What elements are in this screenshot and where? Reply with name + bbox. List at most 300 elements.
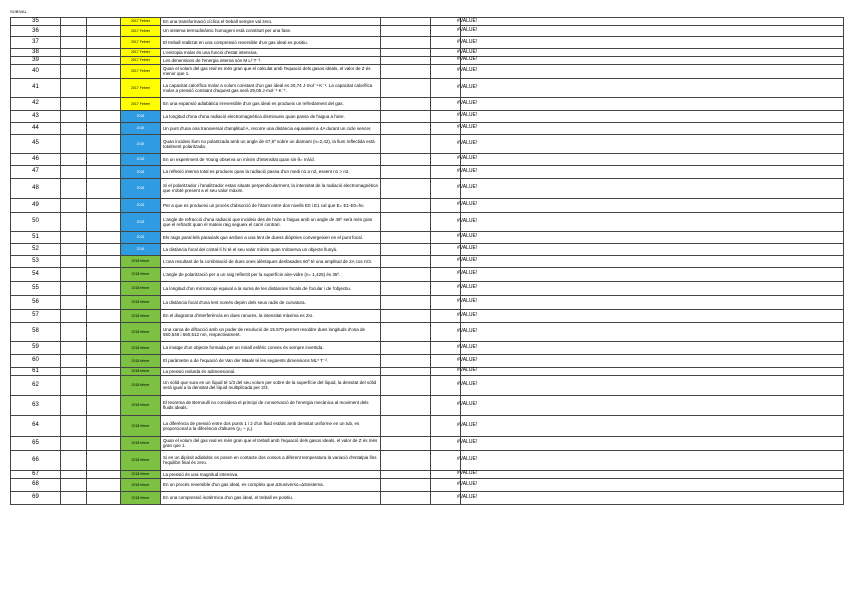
empty-cell[interactable] — [381, 110, 431, 122]
table-row — [11, 295, 844, 309]
empty-cell[interactable] — [461, 341, 844, 354]
exam-tag-cell[interactable]: 2018 — [121, 178, 161, 198]
row-number-cell[interactable]: 39 — [11, 56, 61, 64]
exam-tag-cell[interactable]: 2017 Febrer — [121, 64, 161, 78]
exam-tag-cell[interactable]: 2018 — [121, 198, 161, 212]
empty-cell[interactable] — [61, 375, 87, 395]
empty-cell[interactable] — [87, 395, 121, 415]
result-cell[interactable]: #VALUE! — [431, 415, 461, 436]
question-text-cell[interactable]: Les dimensions de l'energia interna són M L² T⁻². — [161, 56, 381, 64]
empty-cell[interactable] — [61, 478, 87, 491]
empty-cell[interactable] — [61, 255, 87, 267]
result-cell[interactable]: #VALUE! — [431, 153, 461, 165]
row-number-cell[interactable]: 63 — [11, 395, 61, 415]
row-number-cell[interactable]: 38 — [11, 49, 61, 57]
empty-cell[interactable] — [461, 26, 844, 37]
table-row — [11, 491, 844, 504]
empty-cell[interactable] — [61, 309, 87, 322]
exam-tag-cell[interactable]: 2018 febrer — [121, 255, 161, 267]
empty-cell[interactable] — [461, 367, 844, 375]
empty-cell[interactable] — [461, 255, 844, 267]
result-cell[interactable]: #VALUE! — [431, 450, 461, 470]
row-number-cell[interactable]: 50 — [11, 212, 61, 231]
empty-cell[interactable] — [461, 49, 844, 57]
result-cell[interactable]: #VALUE! — [431, 122, 461, 134]
empty-cell[interactable] — [87, 267, 121, 281]
empty-cell[interactable] — [381, 153, 431, 165]
empty-cell[interactable] — [461, 281, 844, 295]
empty-cell[interactable] — [381, 97, 431, 110]
empty-cell[interactable] — [61, 122, 87, 134]
empty-cell[interactable] — [87, 64, 121, 78]
empty-cell[interactable] — [87, 436, 121, 450]
empty-cell[interactable] — [61, 26, 87, 37]
empty-cell[interactable] — [61, 110, 87, 122]
question-text-cell[interactable]: Quan el volum del gas real es més gran que el treball amb l'equació dels gasos ideals, el valor de Z és més gran que 1. — [161, 436, 381, 450]
question-text-cell[interactable]: L'angle de refracció d'una radiació que incideix des de l'aire a l'aigua amb un angle de 45º serà més gran que el refractit quan el mateix raig segueix el camí contrari. — [161, 212, 381, 231]
row-number-cell[interactable]: 59 — [11, 341, 61, 354]
question-text-cell[interactable]: La longitud d'un microscopi equival a la suma de les distàncies focals de l'ocular i de l'objectiu. — [161, 281, 381, 295]
empty-cell[interactable] — [61, 97, 87, 110]
result-cell[interactable]: #VALUE! — [431, 64, 461, 78]
empty-cell[interactable] — [61, 134, 87, 153]
empty-cell[interactable] — [461, 436, 844, 450]
empty-cell[interactable] — [61, 231, 87, 243]
row-number-cell[interactable]: 40 — [11, 64, 61, 78]
empty-cell[interactable] — [461, 450, 844, 470]
row-number-cell[interactable]: 53 — [11, 255, 61, 267]
empty-cell[interactable] — [381, 491, 431, 504]
table-row — [11, 134, 844, 153]
empty-cell[interactable] — [61, 49, 87, 57]
question-text-cell[interactable]: En una expansió adiabàtica irreversible d'un gas ideal es produeix un refredament del gas. — [161, 97, 381, 110]
exam-tag-cell[interactable]: 2018 febrer — [121, 470, 161, 478]
empty-cell[interactable] — [461, 309, 844, 322]
exam-tag-cell[interactable]: 2018 — [121, 153, 161, 165]
empty-cell[interactable] — [61, 450, 87, 470]
exam-tag-cell[interactable]: 2017 Febrer — [121, 37, 161, 49]
table-row — [11, 212, 844, 231]
empty-cell[interactable] — [461, 267, 844, 281]
row-number-cell[interactable]: 46 — [11, 153, 61, 165]
result-cell[interactable]: #VALUE! — [431, 436, 461, 450]
result-cell[interactable]: #VALUE! — [431, 97, 461, 110]
empty-cell[interactable] — [61, 243, 87, 255]
row-number-cell[interactable]: 54 — [11, 267, 61, 281]
empty-cell[interactable] — [87, 415, 121, 436]
empty-cell[interactable] — [61, 153, 87, 165]
empty-cell[interactable] — [381, 243, 431, 255]
row-number-cell[interactable]: 61 — [11, 367, 61, 375]
empty-cell[interactable] — [87, 49, 121, 57]
question-text-cell[interactable]: Si en un dipòsit adiabàtic es posen en contacte dos cossos a diferent temperatura la variació d'entalpia fins l'equilibri final és zero. — [161, 450, 381, 470]
empty-cell[interactable] — [61, 165, 87, 178]
result-cell[interactable]: #VALUE! — [431, 267, 461, 281]
exam-tag-cell[interactable]: 2018 — [121, 165, 161, 178]
empty-cell[interactable] — [461, 178, 844, 198]
row-number-cell[interactable]: 68 — [11, 478, 61, 491]
table-row — [11, 243, 844, 255]
table-row — [11, 354, 844, 367]
empty-cell[interactable] — [461, 153, 844, 165]
empty-cell[interactable] — [87, 341, 121, 354]
question-text-cell[interactable]: El treball realitzat en una compressió reversible d'un gas ideal es positiu. — [161, 37, 381, 49]
empty-cell[interactable] — [61, 18, 87, 26]
empty-cell[interactable] — [61, 198, 87, 212]
empty-cell[interactable] — [87, 165, 121, 178]
row-number-cell[interactable]: 56 — [11, 295, 61, 309]
table-row — [11, 18, 844, 26]
row-number-cell[interactable]: 43 — [11, 110, 61, 122]
empty-cell[interactable] — [381, 49, 431, 57]
empty-cell[interactable] — [61, 322, 87, 341]
empty-cell[interactable] — [461, 212, 844, 231]
table-row — [11, 395, 844, 415]
empty-cell[interactable] — [61, 354, 87, 367]
row-number-cell[interactable]: 42 — [11, 97, 61, 110]
question-text-cell[interactable]: En el diagrama d'interferència en dues ranures, la intensitat màxima es 2Io. — [161, 309, 381, 322]
empty-cell[interactable] — [381, 436, 431, 450]
empty-cell[interactable] — [461, 375, 844, 395]
questions-table — [10, 17, 844, 505]
empty-cell[interactable] — [61, 64, 87, 78]
empty-cell[interactable] — [461, 470, 844, 478]
empty-cell[interactable] — [461, 165, 844, 178]
empty-cell[interactable] — [87, 178, 121, 198]
empty-cell[interactable] — [381, 450, 431, 470]
row-number-cell[interactable]: 51 — [11, 231, 61, 243]
table-row — [11, 470, 844, 478]
empty-cell[interactable] — [461, 122, 844, 134]
exam-tag-cell[interactable]: 2018 — [121, 231, 161, 243]
table-row — [11, 341, 844, 354]
empty-cell[interactable] — [87, 255, 121, 267]
empty-cell[interactable] — [87, 134, 121, 153]
result-cell[interactable]: #VALUE! — [431, 255, 461, 267]
exam-tag-cell[interactable]: 2018 febrer — [121, 478, 161, 491]
table-row — [11, 281, 844, 295]
row-number-cell[interactable]: 47 — [11, 165, 61, 178]
row-number-cell[interactable]: 64 — [11, 415, 61, 436]
empty-cell[interactable] — [381, 134, 431, 153]
empty-cell[interactable] — [381, 375, 431, 395]
exam-tag-cell[interactable]: 2018 — [121, 110, 161, 122]
question-text-cell[interactable]: La pressió reduïda és adimensional. — [161, 367, 381, 375]
row-number-cell[interactable]: 66 — [11, 450, 61, 470]
question-text-cell[interactable]: La imatge d'un objecte formada per un mirall esfèric convex és sempre invertida. — [161, 341, 381, 354]
question-text-cell[interactable]: En un procés reversible d'un gas ideal, es compleix que ΔSuniverso=ΔSsistema. — [161, 478, 381, 491]
table-row — [11, 37, 844, 49]
result-cell[interactable]: #VALUE! — [431, 56, 461, 64]
exam-tag-cell[interactable]: 2018 febrer — [121, 367, 161, 375]
question-text-cell[interactable]: Un sistema termodinàmic homogeni està constituït per una fase. — [161, 26, 381, 37]
exam-tag-cell[interactable]: 2018 febrer — [121, 322, 161, 341]
empty-cell[interactable] — [461, 134, 844, 153]
empty-cell[interactable] — [381, 281, 431, 295]
empty-cell[interactable] — [87, 78, 121, 97]
row-number-cell[interactable]: 55 — [11, 281, 61, 295]
empty-cell[interactable] — [381, 267, 431, 281]
empty-cell[interactable] — [461, 354, 844, 367]
result-cell[interactable]: #VALUE! — [431, 309, 461, 322]
table-row — [11, 26, 844, 37]
result-cell[interactable]: #VALUE! — [431, 18, 461, 26]
empty-cell[interactable] — [381, 231, 431, 243]
row-number-cell[interactable]: 65 — [11, 436, 61, 450]
row-number-cell[interactable]: 37 — [11, 37, 61, 49]
row-number-cell[interactable]: 67 — [11, 470, 61, 478]
result-cell[interactable]: #VALUE! — [431, 78, 461, 97]
empty-cell[interactable] — [61, 415, 87, 436]
empty-cell[interactable] — [461, 322, 844, 341]
exam-tag-cell[interactable]: 2017 Febrer — [121, 97, 161, 110]
empty-cell[interactable] — [381, 478, 431, 491]
result-cell[interactable]: #VALUE! — [431, 478, 461, 491]
question-text-cell[interactable]: Per a que es produeixi un procés d'absorció de l'àtom entre dos nivells E0 i E1 cal que E= E1-E0=hν. — [161, 198, 381, 212]
result-cell[interactable]: #VALUE! — [431, 295, 461, 309]
exam-tag-cell[interactable]: 2018 — [121, 212, 161, 231]
empty-cell[interactable] — [461, 78, 844, 97]
question-text-cell[interactable]: Els raigs paral·lels paraxials que arriben a una lent de duess diòptries convergeixen en el punt focal. — [161, 231, 381, 243]
empty-cell[interactable] — [61, 178, 87, 198]
question-text-cell[interactable]: El teorema de Bernoulli no considera el principi de conservació de l'energia mecànica al moviment dels fluids ideals. — [161, 395, 381, 415]
exam-tag-cell[interactable]: 2018 febrer — [121, 295, 161, 309]
table-row — [11, 450, 844, 470]
result-cell[interactable]: #VALUE! — [431, 49, 461, 57]
result-cell[interactable]: #VALUE! — [431, 165, 461, 178]
question-text-cell[interactable]: En una transformació cíclica el treball sempre val zero. — [161, 18, 381, 26]
empty-cell[interactable] — [87, 198, 121, 212]
empty-cell[interactable] — [87, 491, 121, 504]
empty-cell[interactable] — [461, 64, 844, 78]
empty-cell[interactable] — [61, 367, 87, 375]
empty-cell[interactable] — [61, 281, 87, 295]
empty-cell[interactable] — [87, 243, 121, 255]
result-cell[interactable]: #VALUE! — [431, 134, 461, 153]
exam-tag-cell[interactable]: 2018 — [121, 134, 161, 153]
exam-tag-cell[interactable]: 2018 — [121, 243, 161, 255]
result-cell[interactable]: #VALUE! — [431, 110, 461, 122]
empty-cell[interactable] — [87, 450, 121, 470]
empty-cell[interactable] — [381, 255, 431, 267]
empty-cell[interactable] — [461, 198, 844, 212]
empty-cell[interactable] — [381, 78, 431, 97]
empty-cell[interactable] — [461, 18, 844, 26]
empty-cell[interactable] — [381, 56, 431, 64]
empty-cell[interactable] — [87, 212, 121, 231]
question-text-cell[interactable]: La diferència de pressió entre dos punts 1 i 2 d'un fluid estàtic amb densitat uniforme en un tub, es proporcional a la diferència d'altures (y₂ – y₁). — [161, 415, 381, 436]
empty-cell[interactable] — [87, 322, 121, 341]
empty-cell[interactable] — [87, 354, 121, 367]
exam-tag-cell[interactable]: 2018 febrer — [121, 309, 161, 322]
result-cell[interactable]: #VALUE! — [431, 375, 461, 395]
question-text-cell[interactable]: La distància focal del cristal·lí hi té el seu valor mínim quan s'observa un objecte llunyà. — [161, 243, 381, 255]
empty-cell[interactable] — [381, 354, 431, 367]
empty-cell[interactable] — [87, 281, 121, 295]
exam-tag-cell[interactable]: 2017 Febrer — [121, 78, 161, 97]
exam-tag-cell[interactable]: 2018 febrer — [121, 491, 161, 504]
empty-cell[interactable] — [381, 165, 431, 178]
empty-cell[interactable] — [461, 97, 844, 110]
empty-cell[interactable] — [381, 367, 431, 375]
empty-cell[interactable] — [461, 56, 844, 64]
empty-cell[interactable] — [61, 341, 87, 354]
question-text-cell[interactable]: Un sòlid que sura en un líquid té 1/3 del seu volum per sobre de la superfície del líquid, la densitat del sòlid serà igual a la densitat del líquid multiplicada per 2/3. — [161, 375, 381, 395]
question-text-cell[interactable]: Quan incideix llum no polaritzada amb un angle de 67,5º sobre un diamant (n=2,42), la llum reflectida està totalment polaritzada. — [161, 134, 381, 153]
question-text-cell[interactable]: Un punt d'una ona transversal d'amplitud A, recorre una distància equivalent a 4A durant un cicle sencer. — [161, 122, 381, 134]
result-cell[interactable]: #VALUE! — [431, 198, 461, 212]
empty-cell[interactable] — [381, 198, 431, 212]
exam-tag-cell[interactable]: 2018 febrer — [121, 267, 161, 281]
empty-cell[interactable] — [461, 395, 844, 415]
empty-cell[interactable] — [87, 478, 121, 491]
row-number-cell[interactable]: 45 — [11, 134, 61, 153]
question-text-cell[interactable]: L'entropia molar és una funció d'estat intensiva. — [161, 49, 381, 57]
empty-cell[interactable] — [381, 415, 431, 436]
row-number-cell[interactable]: 69 — [11, 491, 61, 504]
result-cell[interactable]: #VALUE! — [431, 37, 461, 49]
row-number-cell[interactable]: 36 — [11, 26, 61, 37]
exam-tag-cell[interactable]: 2018 febrer — [121, 375, 161, 395]
empty-cell[interactable] — [61, 267, 87, 281]
question-text-cell[interactable]: L'ona resultant de la combinació de dues ones idèntiques desfasades 60º té una amplitud de 2A cos π/3. — [161, 255, 381, 267]
empty-cell[interactable] — [461, 37, 844, 49]
empty-cell[interactable] — [381, 64, 431, 78]
result-cell[interactable]: #VALUE! — [431, 354, 461, 367]
question-text-cell[interactable]: El paràmetre a de l'equació de Van der Waals té les següents dimensions ML⁵ T⁻². — [161, 354, 381, 367]
empty-cell[interactable] — [381, 178, 431, 198]
empty-cell[interactable] — [87, 153, 121, 165]
empty-cell[interactable] — [461, 231, 844, 243]
empty-cell[interactable] — [381, 26, 431, 37]
empty-cell[interactable] — [461, 491, 844, 504]
exam-tag-cell[interactable]: 2018 febrer — [121, 395, 161, 415]
result-cell[interactable]: #VALUE! — [431, 281, 461, 295]
question-text-cell[interactable]: La pressió és una magnitud intensiva. — [161, 470, 381, 478]
result-cell[interactable]: #VALUE! — [431, 395, 461, 415]
empty-cell[interactable] — [87, 295, 121, 309]
empty-cell[interactable] — [87, 26, 121, 37]
result-cell[interactable]: #VALUE! — [431, 322, 461, 341]
empty-cell[interactable] — [381, 122, 431, 134]
empty-cell[interactable] — [61, 295, 87, 309]
empty-cell[interactable] — [381, 295, 431, 309]
row-number-cell[interactable]: 44 — [11, 122, 61, 134]
row-number-cell[interactable]: 60 — [11, 354, 61, 367]
empty-cell[interactable] — [87, 470, 121, 478]
empty-cell[interactable] — [87, 367, 121, 375]
row-number-cell[interactable]: 35 — [11, 18, 61, 26]
table-row — [11, 415, 844, 436]
exam-tag-cell[interactable]: 2017 Febrer — [121, 49, 161, 57]
exam-tag-cell[interactable]: 2017 Febrer — [121, 18, 161, 26]
empty-cell[interactable] — [61, 491, 87, 504]
result-cell[interactable]: #VALUE! — [431, 243, 461, 255]
row-number-cell[interactable]: 62 — [11, 375, 61, 395]
question-text-cell[interactable]: La distància focal d'una lent només depèn dels seus radis de curvatura. — [161, 295, 381, 309]
table-row — [11, 322, 844, 341]
empty-cell[interactable] — [381, 395, 431, 415]
exam-tag-cell[interactable]: 2018 febrer — [121, 415, 161, 436]
empty-cell[interactable] — [461, 110, 844, 122]
empty-cell[interactable] — [381, 18, 431, 26]
empty-cell[interactable] — [61, 470, 87, 478]
row-number-cell[interactable]: 57 — [11, 309, 61, 322]
exam-tag-cell[interactable]: 2018 febrer — [121, 436, 161, 450]
empty-cell[interactable] — [461, 415, 844, 436]
empty-cell[interactable] — [61, 37, 87, 49]
empty-cell[interactable] — [87, 37, 121, 49]
empty-cell[interactable] — [461, 295, 844, 309]
result-cell[interactable]: #VALUE! — [431, 491, 461, 504]
question-text-cell[interactable]: La longitud d'ona d'una radiació electromagnètica disminueix quan passa de l'aigua a l'aire. — [161, 110, 381, 122]
empty-cell[interactable] — [87, 97, 121, 110]
empty-cell[interactable] — [87, 56, 121, 64]
empty-cell[interactable] — [61, 212, 87, 231]
empty-cell[interactable] — [87, 309, 121, 322]
empty-cell[interactable] — [61, 436, 87, 450]
question-text-cell[interactable]: La reflexió interna total es produeix quan la radiació passa d'un medi n1 a n2, essent n1 > n2. — [161, 165, 381, 178]
empty-cell[interactable] — [61, 56, 87, 64]
empty-cell[interactable] — [381, 309, 431, 322]
empty-cell[interactable] — [61, 395, 87, 415]
table-row — [11, 375, 844, 395]
row-number-cell[interactable]: 41 — [11, 78, 61, 97]
result-cell[interactable]: #VALUE! — [431, 341, 461, 354]
empty-cell[interactable] — [87, 122, 121, 134]
question-text-cell[interactable]: En una compressió isotèrmica d'un gas ideal, el treball es positiu. — [161, 491, 381, 504]
question-text-cell[interactable]: Quan el volum del gas real es més gran que el calculat amb l'equació dels gasos ideals, el valor de Z és menor que 1. — [161, 64, 381, 78]
question-text-cell[interactable]: Si el polaritzador i l'analitzador estan situats perpendicularment, la intensitat de la radiació electromagnètica que s'obté present a el seu valor màxim. — [161, 178, 381, 198]
table-row — [11, 198, 844, 212]
exam-tag-cell[interactable]: 2018 febrer — [121, 450, 161, 470]
empty-cell[interactable] — [61, 78, 87, 97]
empty-cell[interactable] — [461, 243, 844, 255]
exam-tag-cell[interactable]: 2017 Febrer — [121, 56, 161, 64]
empty-cell[interactable] — [381, 212, 431, 231]
empty-cell[interactable] — [381, 470, 431, 478]
question-text-cell[interactable]: La capacitat calorífica molar a volum constant d'un gas ideal es 20,74 J·mol⁻¹·K⁻¹. La capacitat calorífica molar a pressió constant d'aquest gas serà 29,05 J·mol⁻¹·K⁻¹. — [161, 78, 381, 97]
row-number-cell[interactable]: 49 — [11, 198, 61, 212]
exam-tag-cell[interactable]: 2018 febrer — [121, 341, 161, 354]
question-text-cell[interactable]: L'angle de polarització per a un raig reflectit per la superfície aire-vidre (n= 1,425) és 35º. — [161, 267, 381, 281]
result-cell[interactable]: #VALUE! — [431, 26, 461, 37]
question-text-cell[interactable]: Una xarxa de difracció amb un poder de resolució de 15.570 permet resoldre dues longituds d'ona de 560,546 i 560,512 nm, respectivament. — [161, 322, 381, 341]
empty-cell[interactable] — [87, 110, 121, 122]
exam-tag-cell[interactable]: 2017 Febrer — [121, 26, 161, 37]
question-text-cell[interactable]: En un experiment de Young observa un mínim d'intensitat quan sin θ= mλ/d. — [161, 153, 381, 165]
result-cell[interactable]: #VALUE! — [431, 367, 461, 375]
empty-cell[interactable] — [381, 37, 431, 49]
result-cell[interactable]: #VALUE! — [431, 212, 461, 231]
exam-tag-cell[interactable]: 2018 — [121, 122, 161, 134]
exam-tag-cell[interactable]: 2018 febrer — [121, 281, 161, 295]
empty-cell[interactable] — [87, 375, 121, 395]
empty-cell[interactable] — [87, 231, 121, 243]
empty-cell[interactable] — [381, 322, 431, 341]
empty-cell[interactable] — [87, 18, 121, 26]
row-number-cell[interactable]: 58 — [11, 322, 61, 341]
exam-tag-cell[interactable]: 2018 febrer — [121, 354, 161, 367]
row-number-cell[interactable]: 48 — [11, 178, 61, 198]
result-cell[interactable]: #VALUE! — [431, 178, 461, 198]
result-cell[interactable]: #VALUE! — [431, 231, 461, 243]
table-row — [11, 122, 844, 134]
empty-cell[interactable] — [461, 478, 844, 491]
empty-cell[interactable] — [381, 341, 431, 354]
result-cell[interactable]: #VALUE! — [431, 470, 461, 478]
row-number-cell[interactable]: 52 — [11, 243, 61, 255]
